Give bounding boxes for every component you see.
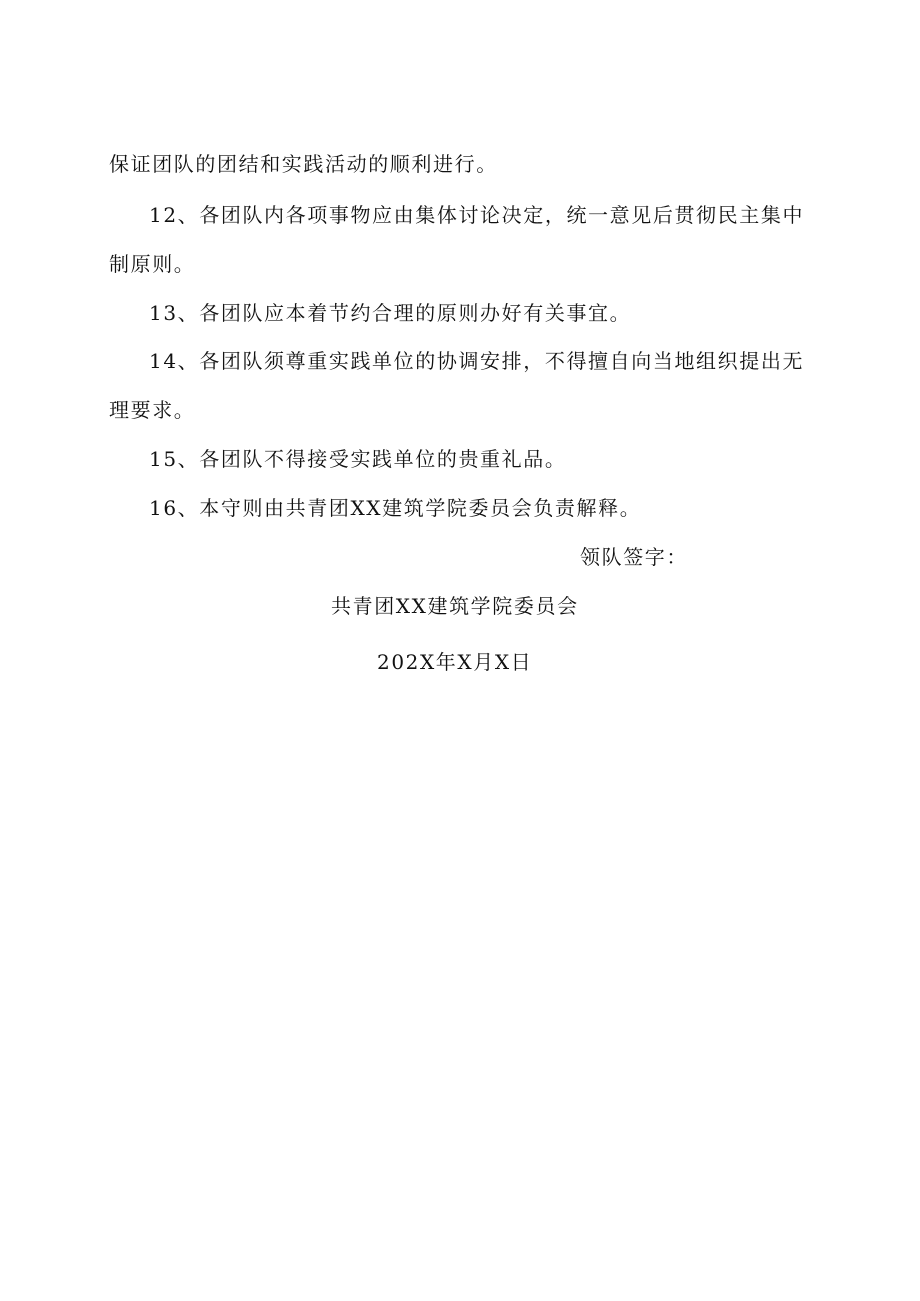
paragraph-continuation-line: 保证团队的团结和实践活动的顺利进行。 bbox=[109, 152, 498, 176]
rule-12-line-2: 制原则。 bbox=[109, 252, 196, 276]
rule-14-line-1: 14、各团队须尊重实践单位的协调安排，不得擅自向当地组织提出无 bbox=[149, 349, 805, 373]
document-date: 202X年X月X日 bbox=[377, 650, 533, 674]
signature-label: 领队签字： bbox=[580, 545, 688, 569]
rule-15-line: 15、各团队不得接受实践单位的贵重礼品。 bbox=[149, 447, 567, 471]
rule-16-line: 16、本守则由共青团XX建筑学院委员会负责解释。 bbox=[149, 496, 642, 520]
issuing-organization: 共青团XX建筑学院委员会 bbox=[331, 594, 579, 618]
rule-14-line-2: 理要求。 bbox=[109, 398, 196, 422]
rule-13-line: 13、各团队应本着节约合理的原则办好有关事宜。 bbox=[149, 301, 632, 325]
rule-12-line-1: 12、各团队内各项事物应由集体讨论决定，统一意见后贯彻民主集中 bbox=[149, 203, 805, 227]
